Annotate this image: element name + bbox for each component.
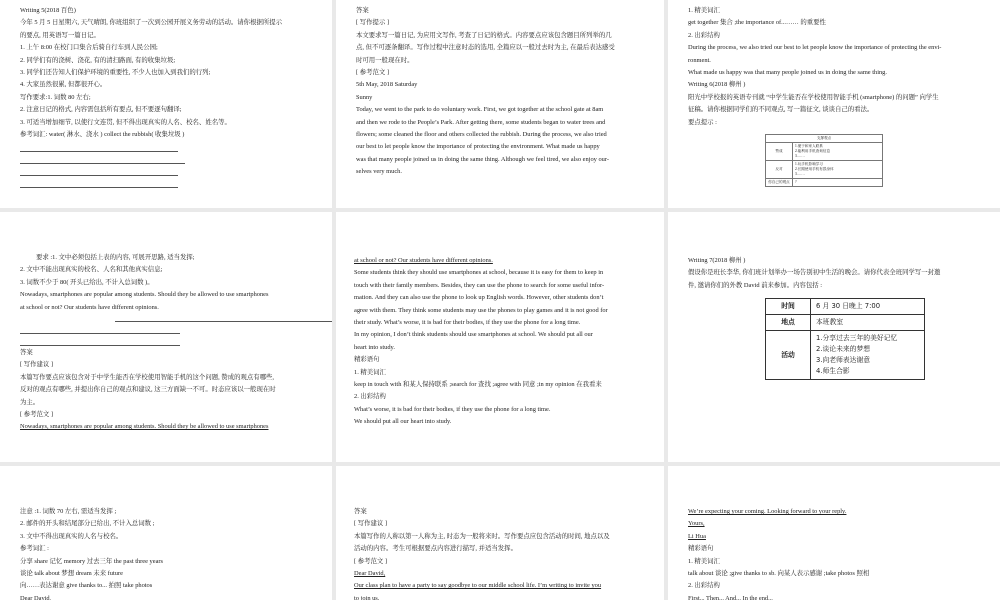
text-line: [ 参考范文 ] xyxy=(354,557,388,565)
text-line: flowers; some cleaned the floor and others collected the rubbish. During the process, we also tried xyxy=(356,131,607,139)
page-writing-7-answer xyxy=(336,466,664,600)
text-line: [ 写作建议 ] xyxy=(354,520,388,528)
text-line: their study. What’s worse, it is bad for their bodies, if they use the phone for a long time. xyxy=(354,319,581,327)
text-line: 为主。 xyxy=(20,398,40,406)
table-cell-line: 3.…… xyxy=(795,154,805,159)
text-line: 2. 邮件的开头和结尾部分已给出, 不计入总词数 ; xyxy=(20,520,155,528)
text-line: [ 参考范文 ] xyxy=(20,411,54,419)
text-line: 本篇写作要点应该包含对于中学生能否在学校使用智能手机的这个问题, 赞成的观点有哪些, xyxy=(20,373,275,381)
page-writing-7-prompt xyxy=(668,212,1000,462)
answer-blank-line xyxy=(20,323,180,334)
text-line: 答案 xyxy=(354,508,367,515)
table-cell: 本班教室 xyxy=(811,315,925,331)
text-line: 精彩语句 xyxy=(688,545,714,553)
text-line: [ 写作建议 ] xyxy=(20,361,54,369)
table-cell-line: 2.谈论未来的梦想 xyxy=(816,345,871,354)
text-line: 2. 注意日记的格式, 内容需包括所有要点, 但不要逐句翻译; xyxy=(20,106,182,114)
text-line: 征稿。请你根据同学们的不同观点, 写一篇征文, 谈谈自己的看法。 xyxy=(688,106,874,114)
text-line: 谈论 talk about 梦想 dream 未来 future xyxy=(20,570,123,578)
table-cell-line: 4.师生合影 xyxy=(816,367,850,376)
text-line: During the process, we also tried our best to let people know the importance of protecting the envi- xyxy=(688,44,942,52)
text-line: 2. 出彩结构 xyxy=(688,31,720,39)
page-writing-7-requirements xyxy=(0,466,332,600)
text-line: 要点提示 : xyxy=(688,118,717,126)
text-line: 1. 上午 8:00 在校门口集合后骑自行车到人民公园; xyxy=(20,44,158,52)
text-line: agree with them. They think some students may use the phones to play games and it is not good for xyxy=(354,306,608,314)
page-writing-6-requirements xyxy=(0,212,332,462)
text-line: at school or not? Our students have different opinions. xyxy=(354,257,493,264)
text-line: and then we rode to the People’s Park. After getting there, some students began to water trees and xyxy=(356,118,606,126)
answer-blank-line xyxy=(20,153,185,164)
text-line: What’s worse, it is bad for their bodies, if they use the phone for a long time. xyxy=(354,405,551,413)
text-line: 3. 词数不少于 80( 开头已给出, 不计入总词数 )。 xyxy=(20,278,154,286)
answer-blank-line xyxy=(20,165,178,176)
text-line: 2. 出彩结构 xyxy=(354,393,386,401)
page-writing-6-prompt xyxy=(668,0,1000,208)
text-line: Some students think they should use smartphones at school, because it is easy for them to keep in xyxy=(354,269,604,277)
table-cell: 6 月 30 日晚上 7:00 xyxy=(811,299,925,315)
text-line: 向……表达谢意 give thanks to... 拍照 take photos xyxy=(20,582,153,590)
text-line: Nowadays, smartphones are popular among students. Should they be allowed to use smartphones xyxy=(20,291,269,299)
text-line: 本文要求写一篇日记, 为应用文写作, 考查了日记的格式。内容要点应该包含题目所列举的几 xyxy=(356,31,612,39)
text-line: First... Then... And... In the end... xyxy=(688,594,773,600)
text-line: 答案 xyxy=(356,7,369,14)
text-line: 2. 出彩结构 xyxy=(688,582,720,590)
table-cell-line: 1.玩手机影响学习 xyxy=(795,162,823,167)
text-line: selves very much. xyxy=(356,168,402,176)
table-row-label: 你自己的观点 xyxy=(766,179,793,187)
text-line: Dear David, xyxy=(20,594,52,600)
table-cell-line: 3.…… xyxy=(795,172,805,177)
answer-blank-line xyxy=(20,335,180,346)
text-line: 答案 xyxy=(20,349,33,357)
table-row-label: 赞成 xyxy=(766,143,793,161)
text-line: We’re expecting your coming. Looking forward to your reply. xyxy=(688,508,847,515)
table-cell-line: 2.能利用手机查询信息 xyxy=(795,149,831,154)
text-line: 3. 同学们还告知人们保护环境的重要性, 不少人也加入到我们的行列; xyxy=(20,69,211,77)
table-row-label: 反对 xyxy=(766,161,793,179)
text-line: 1. 精美词汇 xyxy=(688,557,720,565)
page-writing-5-answer xyxy=(336,0,664,208)
table-row-label: 时间 xyxy=(766,299,811,315)
text-line: talk about 谈论 ;give thanks to sb. 向某人表示感谢 ;take photos 照相 xyxy=(688,570,870,578)
text-line: 假设你是班长李华, 你们班计划举办一场告别初中生活的晚会。请你代表全班同学写一封邀 xyxy=(688,269,941,277)
table-row-label: 地点 xyxy=(766,315,811,331)
table-header: 支撑观点 xyxy=(766,135,883,143)
page-writing-6-sample xyxy=(336,212,664,462)
text-line: 分享 share 记忆 memory 过去三年 the past three years xyxy=(20,557,164,565)
text-line: 件, 邀请你们的外教 David 前来参加。内容包括 : xyxy=(688,281,823,289)
text-line: 注意 :1. 词数 70 左右, 需适当发挥 ; xyxy=(20,508,117,515)
text-line: 5th May, 2018 Saturday xyxy=(356,81,418,89)
answer-blank-line xyxy=(20,141,178,152)
text-line: 1. 精美词汇 xyxy=(688,7,720,14)
text-line: Writing 5(2018 百色) xyxy=(20,7,76,14)
text-line: 的要点, 用英语写一篇日记。 xyxy=(20,31,100,39)
text-line: touch with their family members. Besides, they can use the phone to search for some useful infor- xyxy=(354,281,605,289)
text-line: 3. 文中不得出现真实的人名与校名。 xyxy=(20,532,123,540)
answer-blank-line xyxy=(20,177,178,188)
text-line: 今年 5 月 5 日星期六, 天气晴朗, 你班组织了一次到公园开展义务劳动的活动。请你根据所提示 xyxy=(20,19,283,27)
page-writing-7-sample-end xyxy=(668,466,1000,600)
text-line: get together 集合 ;the importance of...…… 的重要性 xyxy=(688,19,826,27)
text-line: Nowadays, smartphones are popular among students. Should they be allowed to use smartphones xyxy=(20,423,269,431)
text-line: Yours, xyxy=(688,520,705,528)
text-line: We should put all our heart into study. xyxy=(354,418,452,426)
text-line: Li Hua xyxy=(688,532,706,540)
text-line: 阳光中学校报的英语专刊就 “中学生能否在学校使用智能手机 (smartphone) 的问题” 向学生 xyxy=(688,93,939,101)
text-line: 2. 文中不能出现真实的校名、人名和其他真实信息; xyxy=(20,266,163,274)
text-line: our best to let people know the importance of protecting the environment. What made us happy xyxy=(356,143,600,151)
text-line: 活动的内容。考生可根据要点内容进行描写, 并适当发挥。 xyxy=(354,545,517,553)
table-cell: ? xyxy=(793,179,883,187)
text-line: 本篇写作的人称以第一人称为主, 时态为一般将来时。写作要点应包含活动的时间, 地点以及 xyxy=(354,532,610,540)
text-line: Today, we went to the park to do voluntary work. First, we got together at the school gate at 8am xyxy=(356,106,604,114)
text-line: 精彩语句 xyxy=(354,356,380,364)
text-line: Writing 6(2018 柳州 ) xyxy=(688,81,746,89)
text-line: [ 参考范文 ] xyxy=(356,69,390,77)
text-line: was that many people joined us in doing the same thing. Although we feel tired, we also enjoy our- xyxy=(356,155,609,163)
text-line: keep in touch with 和某人保持联系 ;search for 查找 ;agree with 同意 ;in my opinion 在我看来 xyxy=(354,381,602,389)
table-cell xyxy=(793,161,883,179)
text-line: to join us. xyxy=(354,594,380,600)
table-cell-line: 1.便于和家人联系 xyxy=(795,144,823,149)
party-schedule-table xyxy=(765,298,925,380)
text-line: 参考词汇: water( 淋水、浇水 ) collect the rubbish( 收集垃圾 ) xyxy=(20,131,185,139)
text-line: ronment. xyxy=(688,56,711,64)
text-line: In my opinion, I don’t think students should use smartphones at school. We should put all our xyxy=(354,331,593,339)
text-line: 1. 精美词汇 xyxy=(354,368,386,376)
text-line: 反对的观点有哪些, 并提出你自己的观点和建议, 这三方面缺一不可。时态应该以一般现在时 xyxy=(20,386,276,394)
text-line: 要求 :1. 文中必须包括上表的内容, 可展开思路, 适当发挥; xyxy=(36,254,195,261)
text-line: 写作要求:1. 词数 80 左右; xyxy=(20,93,91,101)
text-line: Sunny xyxy=(356,93,373,101)
text-line: 3. 可适当增加细节, 以使行文连贯, 但不得出现真实的人名、校名、姓名等。 xyxy=(20,118,231,126)
table-row-label: 活动 xyxy=(766,331,811,380)
table-cell xyxy=(811,331,925,380)
text-line: heart into study. xyxy=(354,343,395,351)
text-line: 时可用一般现在时。 xyxy=(356,56,414,64)
text-line: mation. And they can also use the phone to look up English words. However, other students don’t xyxy=(354,294,604,302)
text-line: 参考词汇 : xyxy=(20,545,49,553)
text-line: 点, 但不可逐条翻译。写作过程中注意时态的选用, 全篇应以一般过去时为主, 在最后表达感受 xyxy=(356,44,615,52)
opinion-table xyxy=(765,134,883,187)
text-line: [ 写作提示 ] xyxy=(356,19,390,27)
text-line: Dear David, xyxy=(354,570,386,578)
text-line: 2. 同学们有的浇树、浇花, 有的清扫路面, 有的收集垃圾; xyxy=(20,56,176,64)
text-line: Our class plan to have a party to say goodbye to our middle school life. I’m writing to invite you xyxy=(354,582,602,590)
page-writing-5-prompt xyxy=(0,0,332,208)
text-line: 4. 大家虽然很累, 但都很开心。 xyxy=(20,81,107,89)
table-cell-line: 1.分享过去三年的美好记忆 xyxy=(816,334,898,343)
table-cell xyxy=(793,143,883,161)
table-cell-line: 3.向老师表达谢意 xyxy=(816,356,871,365)
text-line: What made us happy was that many people joined us in doing the same thing. xyxy=(688,69,887,77)
table-cell-line: 2.长期使用手机有损身体 xyxy=(795,167,834,172)
text-line: Writing 7(2018 柳州 ) xyxy=(688,257,746,264)
text-line: at school or not? Our students have different opinions. xyxy=(20,303,159,311)
